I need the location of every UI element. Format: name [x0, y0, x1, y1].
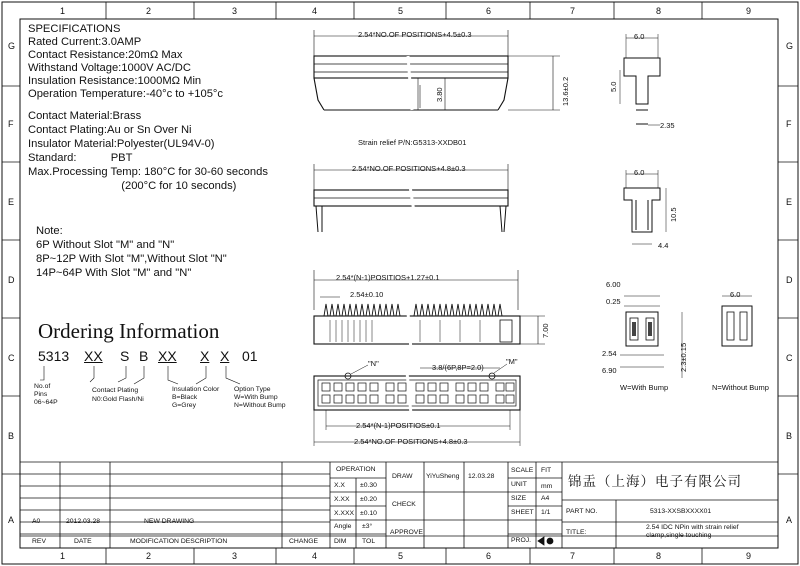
spec-line: Contact Plating:Au or Sn Over Ni	[28, 124, 192, 136]
order-code-suffix: 01	[242, 348, 258, 364]
spec-line: Contact Resistance:20mΩ Max	[28, 49, 183, 61]
grid-col-3-top: 3	[232, 6, 238, 16]
grid-col-6-top: 6	[486, 6, 492, 16]
part-no-value: 5313-XXSBXXXX01	[650, 508, 712, 515]
label-contact-plating: Contact Plating N0:Gold Flash/Ni	[92, 387, 144, 403]
dim-bottom-length-1: 2.54*(N-1)POSITIOS±0.1	[356, 421, 441, 430]
grid-col-4-bottom: 4	[312, 551, 318, 561]
middle-view-drawing	[314, 164, 508, 232]
grid-col-9-top: 9	[746, 6, 752, 16]
order-code-pins: XX	[84, 348, 103, 364]
order-code-b: B	[139, 348, 149, 364]
grid-col-3-bottom: 3	[232, 551, 238, 561]
grid-col-8-bottom: 8	[656, 551, 662, 561]
size-value: A4	[541, 495, 550, 502]
right-mid-side-drawing	[624, 170, 666, 244]
dim-section-height: 2.3±0.15	[679, 342, 688, 372]
sheet-label: SHEET	[511, 509, 534, 516]
marker-m: "M"	[506, 357, 518, 366]
grid-col-8-top: 8	[656, 6, 662, 16]
grid-row-b-right: B	[786, 431, 793, 441]
dim-no-bump-width: 6.0	[730, 290, 741, 299]
tol-val-4: ±3°	[362, 523, 373, 530]
grid-row-c-right: C	[786, 353, 793, 363]
grid-row-f-left: F	[8, 119, 14, 129]
spec-line: Insulator Material:Polyester(UL94V-0)	[28, 138, 215, 150]
spec-line: Rated Current:3.0AMP	[28, 36, 142, 48]
order-code-s: S	[120, 348, 130, 364]
operation-header: OPERATION	[336, 466, 376, 473]
dim-mid-length: 2.54*NO.OF POSITIONS+4.8±0.3	[352, 164, 466, 173]
spec-line: Standard: PBT	[28, 152, 133, 164]
cross-section-without-bump	[722, 296, 752, 346]
grid-col-5-bottom: 5	[398, 551, 404, 561]
spec-line: Max.Processing Temp: 180°C for 30-60 seconds	[28, 166, 268, 178]
spec-line: Contact Material:Brass	[28, 110, 142, 122]
date-value: 2012.03.28	[66, 518, 101, 525]
grid-row-a-right: A	[786, 515, 793, 525]
pin-teeth	[324, 304, 502, 316]
spec-line: Operation Temperature:-40°c to +105°c	[28, 88, 223, 100]
dim-right-top-height: 5.0	[609, 81, 618, 92]
tol-dim-4: Angle	[334, 523, 352, 530]
dim-top-length: 2.54*NO.OF POSITIONS+4.5±0.3	[358, 30, 472, 39]
draw-label: DRAW	[392, 473, 413, 480]
scale-label: SCALE	[511, 467, 534, 474]
dim-section-width-4: 6.90	[602, 366, 617, 375]
label-option-type: Option Type W=With Bump N=Without Bump	[234, 386, 286, 409]
projection-symbol	[538, 537, 553, 545]
cross-section-with-bump	[620, 296, 682, 378]
size-label: SIZE	[511, 495, 527, 502]
rev-header: REV	[32, 538, 46, 545]
ordering-connectors	[40, 366, 240, 384]
dim-slot: 3.8/(6P,8P=2.0)	[432, 363, 484, 372]
spec-line: Withstand Voltage:1000V AC/DC	[28, 62, 191, 74]
grid-row-c-left: C	[8, 353, 15, 363]
ordering-title: Ordering Information	[38, 319, 220, 343]
change-header: CHANGE	[289, 538, 319, 545]
draw-date: 12.03.28	[468, 473, 495, 480]
without-bump-caption: N=Without Bump	[712, 383, 769, 392]
note-line: 14P~64P With Slot "M" and "N"	[36, 267, 192, 279]
note-line: 6P Without Slot "M" and "N"	[36, 239, 175, 251]
order-code-plating: XX	[158, 348, 177, 364]
dim-pitch-length: 2.54*(N-1)POSITIOS+1.27±0.1	[336, 273, 440, 282]
dim-top-height-2: 13.6±0.2	[561, 76, 570, 106]
dim-mid-height: 7.00	[541, 323, 550, 338]
with-bump-caption: W=With Bump	[620, 383, 669, 392]
dim-bottom-length-2: 2.54*NO.OF POSITIONS+4.8±0.3	[354, 437, 468, 446]
dim-section-width-3: 2.54	[602, 349, 617, 358]
strain-relief-pn: Strain relief P/N:G5313-XXDB01	[358, 138, 467, 147]
note-line: 8P~12P With Slot "M",Without Slot "N"	[36, 253, 227, 265]
proj-label: PROJ.	[511, 537, 532, 544]
grid-row-b-left: B	[8, 431, 15, 441]
dim-right-top-width: 6.0	[634, 32, 645, 41]
order-code-color: X	[200, 348, 210, 364]
grid-col-9-bottom: 9	[746, 551, 752, 561]
description-value: NEW DRAWING	[144, 518, 195, 525]
approve-label: APPROVE	[390, 529, 423, 536]
dim-right-top-width-2: 2.35	[660, 121, 675, 130]
unit-label: UNIT	[511, 481, 527, 488]
grid-row-a-left: A	[8, 515, 15, 525]
grid-col-4-top: 4	[312, 6, 318, 16]
right-top-side-drawing	[620, 34, 660, 125]
check-label: CHECK	[392, 501, 416, 508]
dim-pitch: 2.54±0.10	[350, 290, 384, 299]
dim-right-mid-width: 6.0	[634, 168, 645, 177]
unit-value: mm	[541, 483, 553, 490]
part-no-label: PART NO.	[566, 508, 598, 515]
dim-right-mid-height: 10.5	[669, 207, 678, 222]
grid-row-g-left: G	[8, 41, 16, 51]
rev-value: A0	[32, 518, 41, 525]
grid-row-f-right: F	[786, 119, 792, 129]
grid-col-5-top: 5	[398, 6, 404, 16]
dim-top-height-1: 3.80	[435, 87, 444, 102]
tol-dim-2: X.XX	[334, 496, 350, 503]
pin-row-drawing	[314, 270, 545, 350]
company-name: 锦盂（上海）电子有限公司	[568, 474, 742, 490]
spec-line: Insulation Resistance:1000MΩ Min	[28, 75, 202, 87]
label-pins: No.of Pins 06~64P	[34, 383, 58, 406]
bottom-view-drawing	[314, 364, 520, 446]
tol-val-2: ±0.20	[360, 496, 377, 503]
grid-row-e-right: E	[786, 197, 793, 207]
drawer-name: YiYuSheng	[426, 473, 460, 480]
order-code-option: X	[220, 348, 230, 364]
spec-line: (200°C for 10 seconds)	[28, 180, 237, 192]
title-label: TITLE:	[566, 529, 587, 536]
dim-section-width-1: 6.00	[606, 280, 621, 289]
fit-value: FIT	[541, 467, 552, 474]
sheet-value: 1/1	[541, 509, 551, 516]
date-header: DATE	[74, 538, 92, 545]
grid-col-2-bottom: 2	[146, 551, 152, 561]
tol-dim-3: X.XXX	[334, 510, 355, 517]
specs-title: SPECIFICATIONS	[28, 23, 121, 35]
tol-val-1: ±0.30	[360, 482, 377, 489]
grid-col-1-bottom: 1	[60, 551, 66, 561]
grid-row-d-left: D	[8, 275, 15, 285]
dim-header: DIM	[334, 538, 347, 545]
dim-section-width-2: 0.25	[606, 297, 621, 306]
tol-val-3: ±0.10	[360, 510, 377, 517]
tol-dim-1: X.X	[334, 482, 345, 489]
grid-col-6-bottom: 6	[486, 551, 492, 561]
marker-n: "N"	[368, 359, 379, 368]
label-insulation-color: Insulation Color B=Black G=Grey	[172, 386, 220, 409]
grid-row-d-right: D	[786, 275, 793, 285]
title-value: 2.54 IDC NPin with strain relief clamp,single touching	[646, 524, 739, 539]
grid-row-g-right: G	[786, 41, 794, 51]
grid-col-7-bottom: 7	[570, 551, 576, 561]
tol-header: TOL	[362, 538, 376, 545]
grid-col-2-top: 2	[146, 6, 152, 16]
grid-col-1-top: 1	[60, 6, 66, 16]
grid-row-e-left: E	[8, 197, 15, 207]
grid-col-7-top: 7	[570, 6, 576, 16]
dim-right-mid-width-2: 4.4	[658, 241, 669, 250]
description-header: MODIFICATION DESCRIPTION	[130, 538, 228, 545]
order-code-series: 5313	[38, 348, 70, 364]
note-title: Note:	[36, 225, 63, 237]
